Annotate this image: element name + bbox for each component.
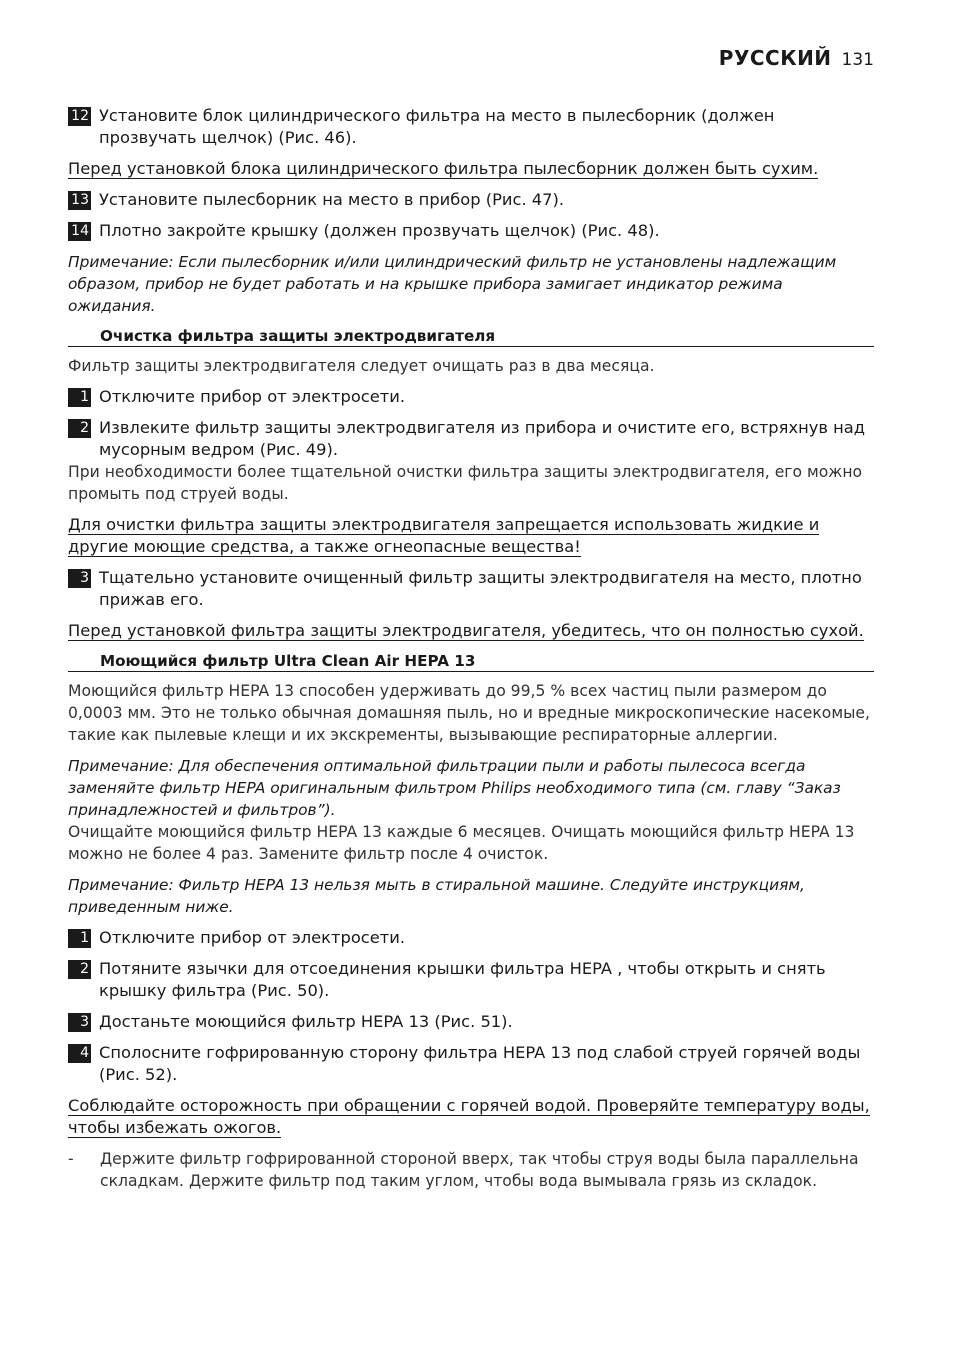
- step-number-badge: 14: [68, 222, 91, 241]
- bullet-dash: -: [68, 1150, 74, 1168]
- warning-text: [68, 158, 874, 180]
- body-paragraph: При необходимости более тщательной очистки фильтра защиты электродвигателя, его можно промыть под струей воды.: [68, 463, 863, 503]
- section-heading: Очистка фильтра защиты электродвигателя: [68, 326, 874, 347]
- step-text: Сполосните гофрированную сторону фильтра HEPA 13 под слабой струей горячей воды (Рис. 52).: [99, 1043, 861, 1084]
- body-paragraph: Очищайте моющийся фильтр HEPA 13 каждые 6 месяцев. Очищать моющийся фильтр HEPA 13 можно не более 4 раз. Замените фильтр после 4 очисток.: [68, 823, 855, 863]
- step-text: Потяните язычки для отсоединения крышки фильтра HEPA , чтобы открыть и снять крышку фильтра (Рис. 50).: [99, 959, 826, 1000]
- step-number-badge: 2: [68, 960, 91, 979]
- step-item: [68, 189, 874, 211]
- step-number-badge: 12: [68, 107, 91, 126]
- step-item: [68, 958, 874, 1002]
- step-item: [68, 105, 874, 149]
- step-text: Достаньте моющийся фильтр HEPA 13 (Рис. 51).: [99, 1012, 513, 1031]
- note-text: Примечание: Фильтр HEPA 13 нельзя мыть в стиральной машине. Следуйте инструкциям, приведенным ниже.: [68, 876, 805, 916]
- step-text: Плотно закройте крышку (должен прозвучать щелчок) (Рис. 48).: [99, 221, 660, 240]
- step-text: Установите блок цилиндрического фильтра на место в пылесборник (должен прозвучать щелчок) (Рис. 46).: [99, 106, 775, 147]
- body-paragraph: Фильтр защиты электродвигателя следует очищать раз в два месяца.: [68, 357, 655, 375]
- step-item: [68, 417, 874, 461]
- step-number-badge: 2: [68, 419, 91, 438]
- step-number-badge: 1: [68, 929, 91, 948]
- section-heading: Моющийся фильтр Ultra Clean Air HEPA 13: [68, 651, 874, 672]
- step-item: [68, 1011, 874, 1033]
- step-item: [68, 220, 874, 242]
- note-text: Примечание: Если пылесборник и/или цилиндрический фильтр не установлены надлежащим образом, прибор не будет работать и на крышке прибора замигает индикатор режима ожидания.: [68, 253, 837, 315]
- step-text: Отключите прибор от электросети.: [99, 928, 405, 947]
- warning-text: [68, 620, 874, 642]
- step-item: [68, 1042, 874, 1086]
- bullet-text: Держите фильтр гофрированной стороной вверх, так чтобы струя воды была параллельна складкам. Держите фильтр под таким углом, чтобы вода вымывала грязь из складок.: [100, 1150, 859, 1190]
- step-text: Установите пылесборник на место в прибор (Рис. 47).: [99, 190, 565, 209]
- step-item: [68, 386, 874, 408]
- step-number-badge: 4: [68, 1044, 91, 1063]
- step-text: Отключите прибор от электросети.: [99, 387, 405, 406]
- warning-text: [68, 1095, 874, 1139]
- step-text: Тщательно установите очищенный фильтр защиты электродвигателя на место, плотно прижав его.: [99, 568, 862, 609]
- page-number: 131: [841, 50, 874, 70]
- step-number-badge: 3: [68, 1013, 91, 1032]
- warning-text-line: Соблюдайте осторожность при обращении с горячей водой. Проверяйте температуру воды, чтобы избежать ожогов.: [68, 1096, 870, 1137]
- bullet-item: [68, 1148, 874, 1192]
- page-header: [719, 46, 874, 70]
- step-text: Извлеките фильтр защиты электродвигателя из прибора и очистите его, встряхнув над мусорным ведром (Рис. 49).: [99, 418, 866, 459]
- warning-text-line: Перед установкой блока цилиндрического фильтра пылесборник должен быть сухим.: [68, 159, 819, 178]
- step-number-badge: 3: [68, 569, 91, 588]
- step-number-badge: 1: [68, 388, 91, 407]
- warning-text: [68, 514, 874, 558]
- body-paragraph: Моющийся фильтр HEPA 13 способен удерживать до 99,5 % всех частиц пыли размером до 0,0003 мм. Это не только обычная домашняя пыль, но и вредные микроскопические насекомые, такие как пылевые клещи и их экскременты, вызывающие респираторные аллергии.: [68, 682, 870, 744]
- language-label: РУССКИЙ: [718, 46, 832, 70]
- step-number-badge: 13: [68, 191, 91, 210]
- step-item: [68, 927, 874, 949]
- warning-text-line: Для очистки фильтра защиты электродвигателя запрещается использовать жидкие и другие моющие средства, а также огнеопасные вещества!: [68, 515, 820, 556]
- warning-text-line: Перед установкой фильтра защиты электродвигателя, убедитесь, что он полностью сухой.: [68, 621, 864, 640]
- step-item: [68, 567, 874, 611]
- note-text: Примечание: Для обеспечения оптимальной фильтрации пыли и работы пылесоса всегда заменяйте фильтр HEPA оригинальным фильтром Philips необходимого типа (см. главу “Заказ принадлежностей и фильтров”).: [68, 757, 841, 819]
- manual-content: [68, 105, 874, 1201]
